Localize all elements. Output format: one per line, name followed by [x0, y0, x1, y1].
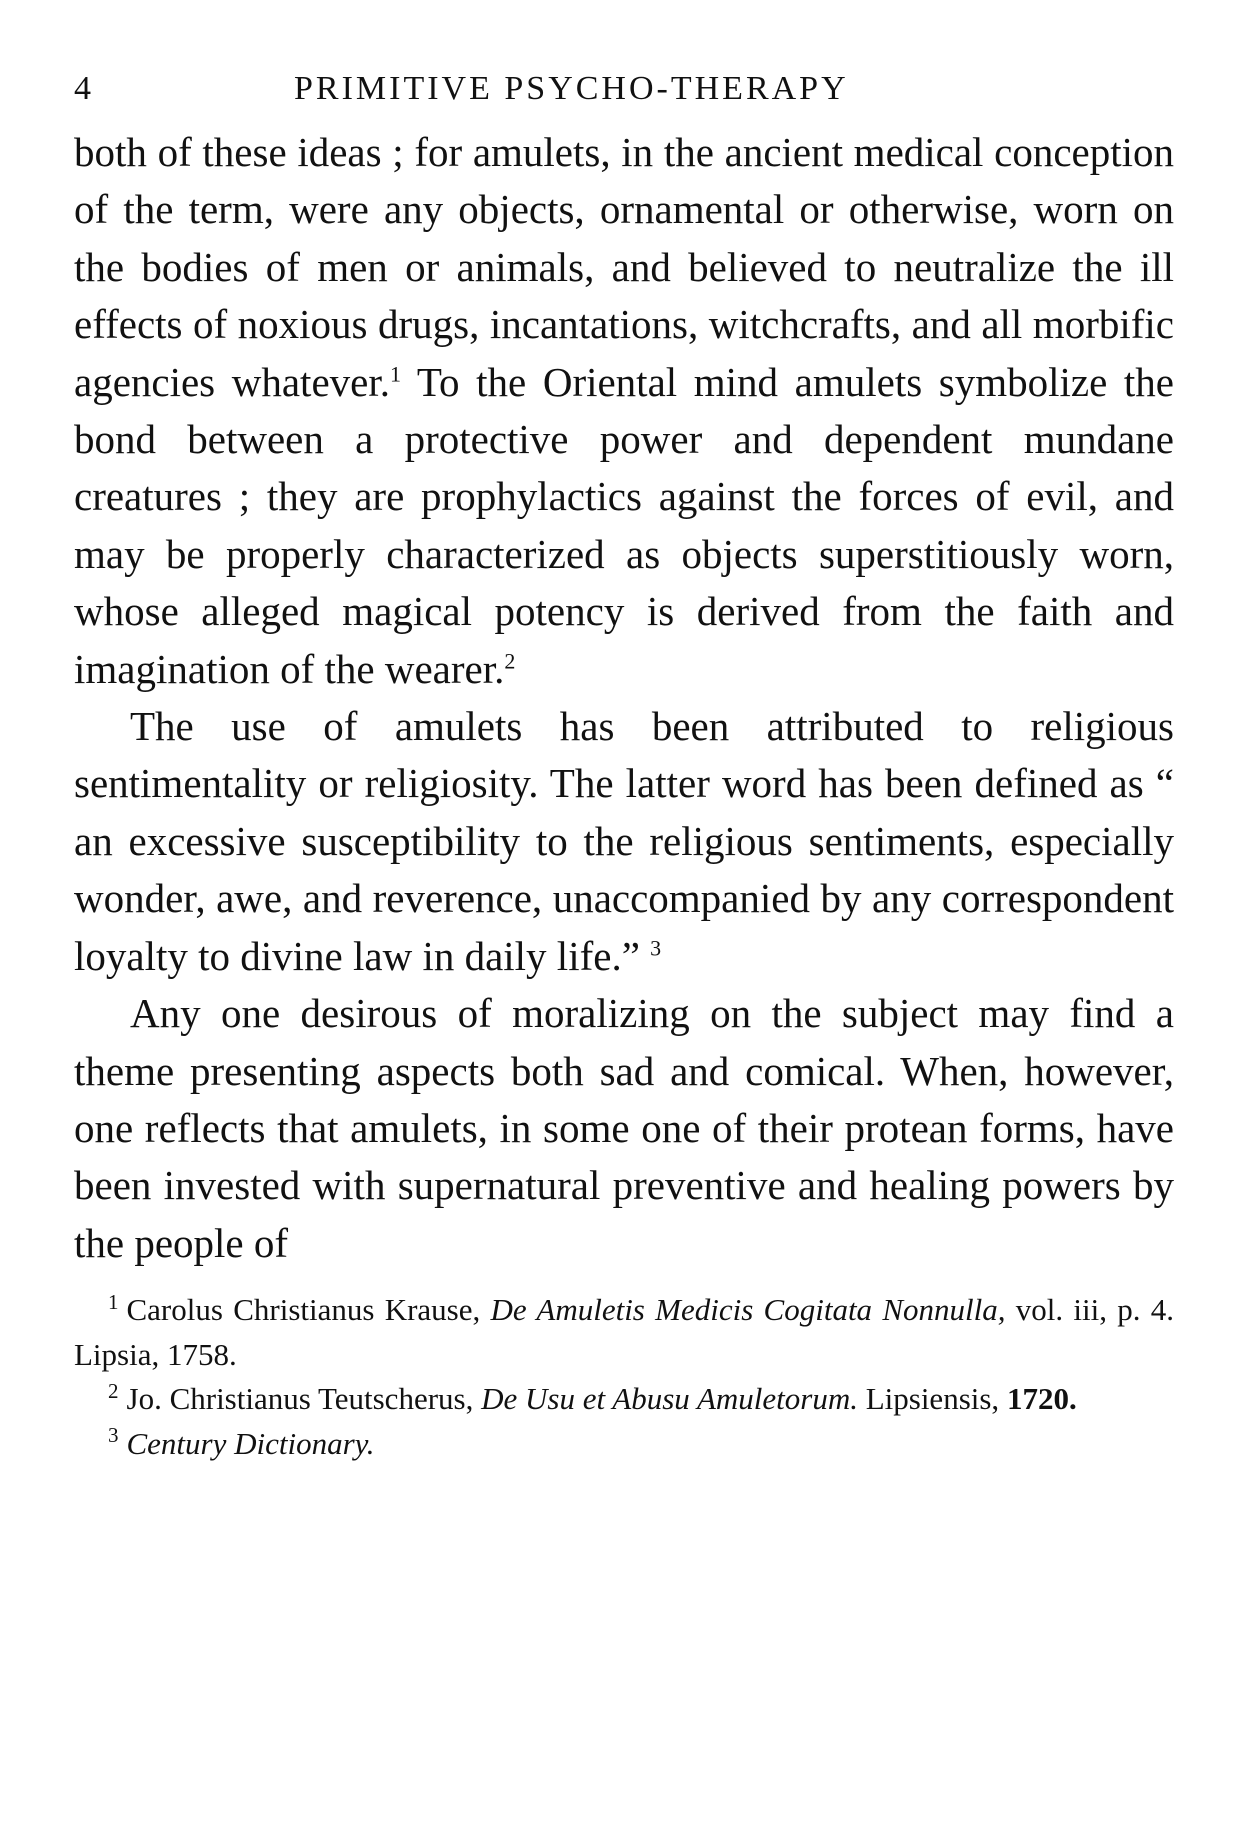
footnote-2-title: De Usu et Abusu Amuletorum.: [481, 1381, 858, 1417]
footnote-2-details: Lipsiensis,: [865, 1381, 1000, 1417]
page-number: 4: [74, 70, 93, 107]
footnote-1: [74, 1288, 1174, 1377]
paragraph-2-text: The use of amulets has been attributed to religious sentimentality or religiosity. The latter word has been defined as “ an excessive susceptibility to the religious sentiments, especially wonder, awe, and reverence, unaccompanied by any correspondent loyalty to divine law in daily life.”: [74, 703, 1174, 979]
footnote-ref-1: 1: [389, 360, 401, 386]
paragraph-1-text-a: both of these ideas ; for amulets, in the ancient medical conception of the term, were any objects, ornamental or otherwise, worn on the bodies of men or animals, and believed to neutralize the ill effects of noxious drugs, incantations, witchcrafts, and all morbific agencies whatever.: [74, 129, 1174, 405]
footnote-ref-3: 3: [650, 935, 662, 961]
paragraph-2: [74, 698, 1174, 985]
footnote-ref-2: 2: [504, 648, 516, 673]
paragraph-1-text-b: To the Oriental mind amulets symbolize the bond between a protective power and dependent mundane creatures ; they are prophylactics against the forces of evil, and may be properly characterized as objects superstitiously worn, whose alleged magical potency is derived from the faith and imagination of the wearer.: [74, 358, 1175, 692]
book-page: [74, 70, 1174, 1466]
footnote-1-details: vol. iii, p. 4. Lipsia, 1758.: [74, 1292, 1175, 1372]
footnote-1-author: Carolus Christianus Krause,: [126, 1292, 481, 1328]
footnote-2-marker: 2: [108, 1378, 119, 1403]
footnote-3-marker: 3: [108, 1423, 119, 1448]
footnote-3-title: Century Dictionary.: [126, 1425, 375, 1461]
running-header: [74, 70, 1174, 122]
footnote-2: [74, 1377, 1174, 1422]
paragraph-3-text: Any one desirous of moralizing on the subject may find a theme presenting aspects both sad and comical. When, however, one reflects that amulets, in some one of their protean forms, have been invested with supernatural preventive and healing powers by the people of: [74, 990, 1174, 1266]
footnote-2-year: 1720.: [1006, 1381, 1077, 1417]
body-text: [74, 124, 1174, 1272]
footnote-2-author: Jo. Christianus Teutscherus,: [126, 1381, 474, 1417]
footnote-3: [74, 1422, 1174, 1467]
paragraph-1: [74, 124, 1174, 698]
running-title: PRIMITIVE PSYCHO-THERAPY: [294, 70, 849, 107]
footnote-1-title: De Amuletis Medicis Cogitata Nonnulla,: [490, 1292, 1006, 1328]
footnotes: [74, 1288, 1174, 1466]
paragraph-3: [74, 985, 1174, 1272]
footnote-1-marker: 1: [108, 1289, 119, 1314]
